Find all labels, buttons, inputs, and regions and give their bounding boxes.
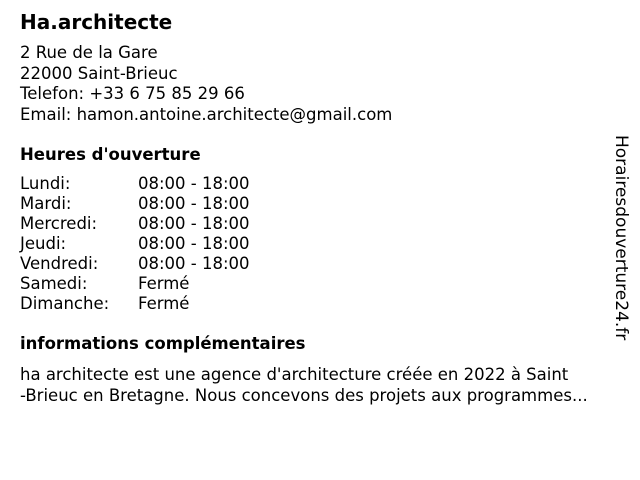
- hours-time: 08:00 - 18:00: [138, 214, 250, 233]
- hours-day-label: Dimanche:: [20, 294, 110, 313]
- phone-number: Telefon: +33 6 75 85 29 66: [20, 84, 245, 103]
- hours-day-label: Mardi:: [20, 194, 72, 213]
- address-line1: 2 Rue de la Gare: [20, 43, 158, 62]
- hours-row-monday: [20, 174, 250, 194]
- opening-hours-heading: Heures d'ouverture: [20, 145, 201, 164]
- hours-row-wednesday: [20, 214, 250, 234]
- hours-row-thursday: [20, 234, 250, 254]
- hours-time: 08:00 - 18:00: [138, 174, 250, 193]
- hours-time: 08:00 - 18:00: [138, 194, 250, 213]
- additional-info-text: [20, 364, 620, 406]
- hours-day-label: Jeudi:: [20, 234, 67, 253]
- business-name: Ha.architecte: [20, 10, 173, 34]
- email-address: Email: hamon.antoine.architecte@gmail.com: [20, 104, 393, 124]
- hours-row-saturday: [20, 274, 250, 294]
- info-line-1: ha architecte est une agence d'architecture créée en 2022 à Saint: [20, 365, 569, 384]
- hours-row-tuesday: [20, 194, 250, 214]
- site-watermark: Horairesdouverture24.fr: [611, 135, 631, 341]
- info-line-2: -Brieuc en Bretagne. Nous concevons des projets aux programmes...: [20, 386, 588, 405]
- hours-time: Fermé: [138, 294, 190, 313]
- hours-day-label: Samedi:: [20, 274, 88, 293]
- hours-day-label: Lundi:: [20, 174, 71, 193]
- additional-info-heading: informations complémentaires: [20, 334, 306, 353]
- hours-time: 08:00 - 18:00: [138, 254, 250, 273]
- hours-time: 08:00 - 18:00: [138, 234, 250, 253]
- hours-day-label: Vendredi:: [20, 254, 99, 273]
- hours-day-label: Mercredi:: [20, 214, 98, 233]
- address-line2: 22000 Saint-Brieuc: [20, 63, 178, 83]
- hours-row-sunday: [20, 294, 250, 314]
- contact-block: [20, 43, 392, 125]
- opening-hours-table: [20, 174, 250, 314]
- hours-row-friday: [20, 254, 250, 274]
- hours-time: Fermé: [138, 274, 190, 293]
